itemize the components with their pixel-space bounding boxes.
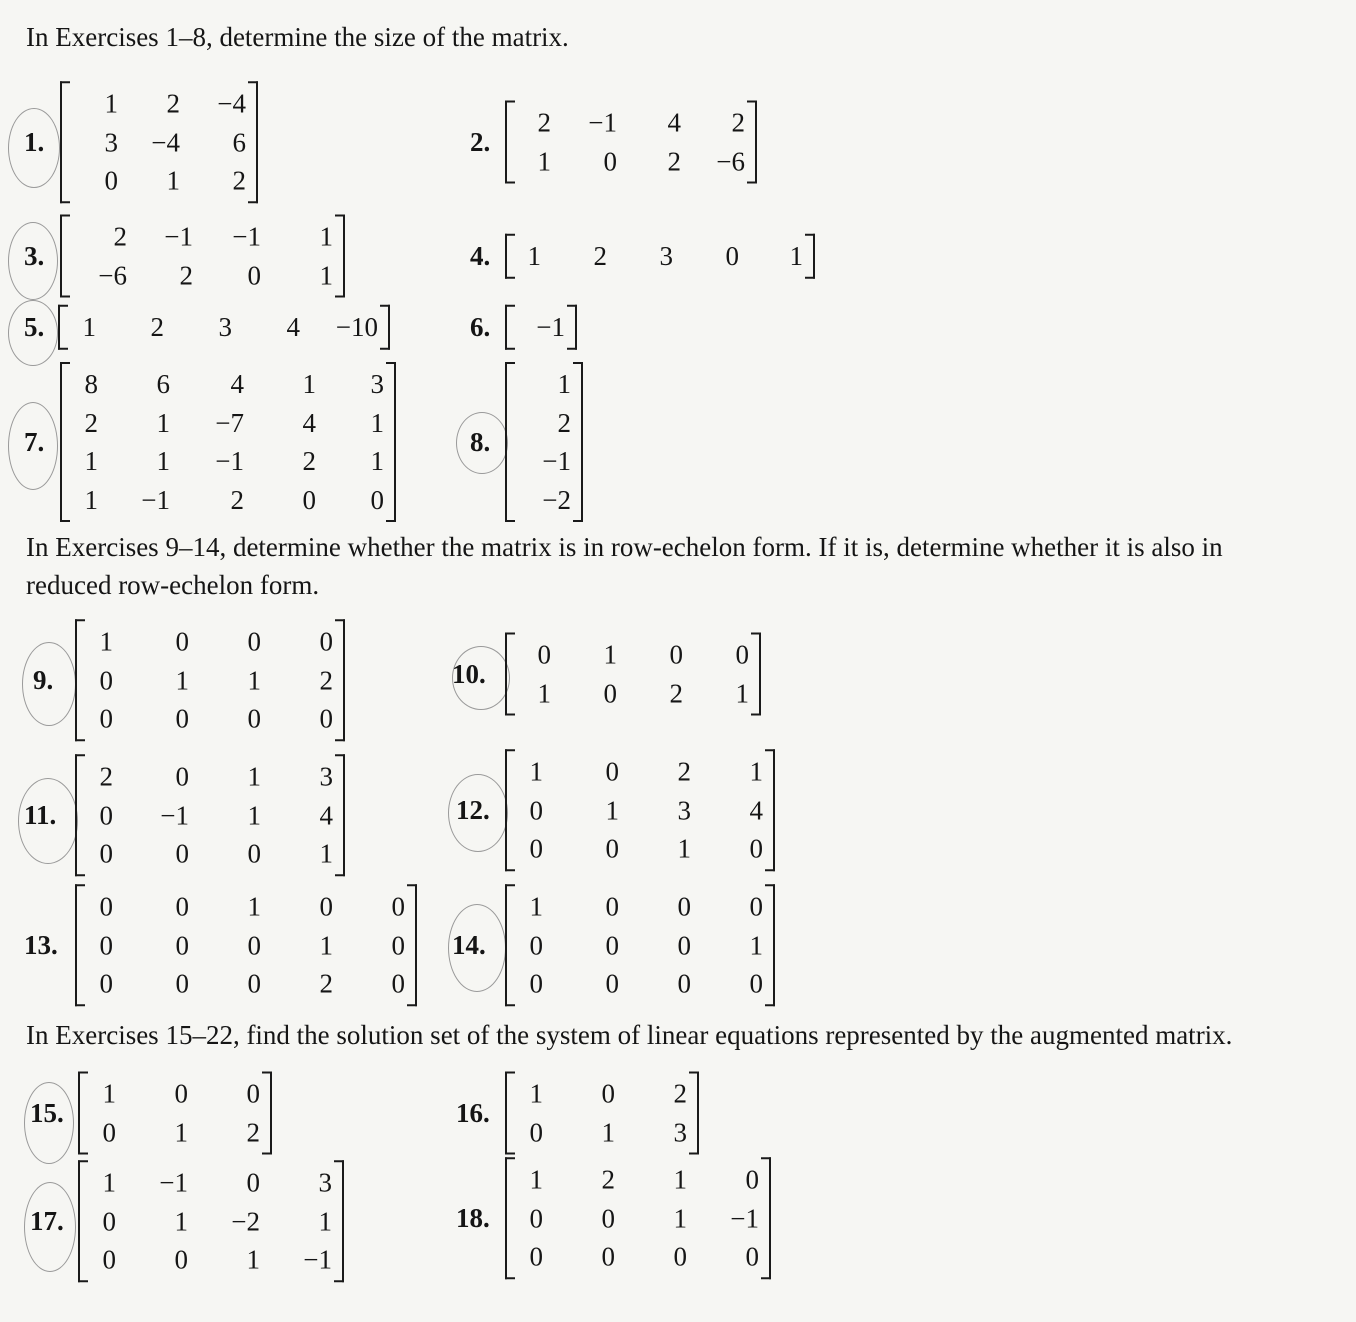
matrix-entry: −1 xyxy=(730,1202,759,1233)
matrix-entry: 0 xyxy=(605,929,619,960)
matrix-entry: 1 xyxy=(537,678,551,708)
matrix-entry: 0 xyxy=(529,1202,543,1233)
right-bracket xyxy=(262,1072,272,1155)
matrix-entry: 2 xyxy=(319,664,333,695)
matrix-entry: 2 xyxy=(179,260,193,290)
matrix-entry: 1 xyxy=(247,799,261,830)
matrix-entries xyxy=(515,362,573,522)
matrix-entry: 0 xyxy=(745,1241,759,1272)
right-bracket xyxy=(761,1157,771,1279)
matrix-entry: −1 xyxy=(303,1244,332,1275)
exercise-number: 18. xyxy=(456,1203,490,1233)
left-bracket xyxy=(78,1160,88,1282)
right-bracket xyxy=(765,884,775,1006)
matrix-entry: 1 xyxy=(246,1244,260,1275)
matrix-entries xyxy=(85,754,335,876)
matrix-entry: 6 xyxy=(156,369,170,399)
matrix-entry: −1 xyxy=(542,446,571,476)
matrix-entry: 0 xyxy=(370,484,384,515)
matrix-entry: 0 xyxy=(749,833,763,864)
matrix-entry: 1 xyxy=(605,794,619,825)
left-bracket xyxy=(60,81,70,203)
matrix-entry: 0 xyxy=(391,929,405,960)
matrix xyxy=(505,884,775,1006)
matrix-entry: 0 xyxy=(247,929,261,960)
exercise-number: 11. xyxy=(24,800,57,830)
matrix xyxy=(60,81,258,203)
matrix-entry: −4 xyxy=(217,88,246,119)
matrix-entry: 1 xyxy=(156,446,170,476)
matrix-entry: 0 xyxy=(605,833,619,864)
matrix-entry: 0 xyxy=(529,833,543,864)
exercise-number: 16. xyxy=(456,1098,490,1128)
matrix-entry: 2 xyxy=(557,407,571,438)
matrix-entry: 4 xyxy=(230,369,244,399)
left-bracket xyxy=(78,1072,88,1155)
matrix xyxy=(505,749,775,871)
matrix-entries xyxy=(515,884,765,1006)
matrix-entry: 1 xyxy=(102,1167,116,1198)
matrix-entry: −1 xyxy=(536,311,565,342)
matrix-entry: 0 xyxy=(247,838,261,869)
matrix-entry: 0 xyxy=(735,639,749,670)
matrix-entry: 0 xyxy=(99,703,113,734)
matrix-entry: 0 xyxy=(175,891,189,922)
matrix-entries xyxy=(85,884,407,1006)
matrix-entry: 0 xyxy=(605,968,619,999)
matrix-entry: 1 xyxy=(677,833,691,864)
matrix-entry: 1 xyxy=(735,678,749,708)
matrix-entry: 2 xyxy=(232,165,246,196)
left-bracket xyxy=(505,1157,515,1279)
matrix-entry: 1 xyxy=(529,1164,543,1195)
matrix-entries xyxy=(70,362,386,522)
matrix-entry: 1 xyxy=(84,446,98,476)
matrix xyxy=(75,619,345,741)
right-bracket xyxy=(573,362,583,522)
right-bracket xyxy=(335,619,345,741)
matrix-entry: 1 xyxy=(174,1205,188,1236)
matrix-entry: 1 xyxy=(319,838,333,869)
matrix-entry: 1 xyxy=(82,311,96,342)
matrix-entry: 0 xyxy=(302,484,316,515)
right-bracket xyxy=(805,234,815,279)
matrix-entries xyxy=(515,234,805,279)
matrix-entry: 3 xyxy=(673,1117,687,1147)
exercise-number: 14. xyxy=(452,930,486,960)
matrix xyxy=(505,305,577,350)
matrix-entry: 0 xyxy=(603,146,617,176)
right-bracket xyxy=(335,215,345,298)
left-bracket xyxy=(505,1072,515,1155)
matrix-entry: 1 xyxy=(302,369,316,399)
matrix-entry: 0 xyxy=(669,639,683,670)
matrix-entry: 0 xyxy=(247,260,261,290)
matrix xyxy=(505,362,583,522)
matrix-entry: 0 xyxy=(749,891,763,922)
matrix-entry: 4 xyxy=(286,311,300,342)
left-bracket xyxy=(505,101,515,184)
matrix-entries xyxy=(85,619,335,741)
matrix-entry: 0 xyxy=(99,968,113,999)
matrix-entry: 2 xyxy=(302,446,316,476)
matrix-entry: 1 xyxy=(603,639,617,670)
matrix xyxy=(505,101,757,184)
matrix-entry: 1 xyxy=(319,929,333,960)
matrix-entry: 2 xyxy=(319,968,333,999)
matrix-entry: −1 xyxy=(232,221,261,252)
left-bracket xyxy=(505,884,515,1006)
matrix-entry: 2 xyxy=(667,146,681,176)
right-bracket xyxy=(380,305,390,350)
matrix-entry: 0 xyxy=(99,838,113,869)
left-bracket xyxy=(505,633,515,716)
exercise-number: 9. xyxy=(33,665,54,695)
matrix-entry: 0 xyxy=(174,1244,188,1275)
matrix-entry: 3 xyxy=(370,369,384,399)
matrix-entry: 3 xyxy=(104,126,118,157)
matrix-entry: 0 xyxy=(175,761,189,792)
matrix-entry: −10 xyxy=(335,311,378,342)
exercise-number: 4. xyxy=(470,241,491,271)
matrix-entry: 1 xyxy=(370,446,384,476)
matrix-entry: 1 xyxy=(370,407,384,438)
matrix-entry: 1 xyxy=(789,240,803,271)
left-bracket xyxy=(60,362,70,522)
matrix-entry: −6 xyxy=(98,260,127,290)
matrix-entry: 0 xyxy=(529,929,543,960)
matrix-entry: 1 xyxy=(537,146,551,176)
matrix-entry: 0 xyxy=(247,703,261,734)
matrix-entries xyxy=(515,1157,761,1279)
matrix-entry: 0 xyxy=(391,891,405,922)
exercise-number: 17. xyxy=(30,1206,64,1236)
matrix xyxy=(78,1160,344,1282)
exercise-number: 5. xyxy=(24,312,45,342)
right-bracket xyxy=(248,81,258,203)
matrix-entry: 0 xyxy=(673,1241,687,1272)
matrix-entry: −7 xyxy=(215,407,244,438)
matrix-entries xyxy=(88,1160,334,1282)
matrix xyxy=(60,362,396,522)
matrix-entry: 1 xyxy=(527,240,541,271)
exercise-number: 8. xyxy=(470,427,491,457)
matrix-entry: 0 xyxy=(529,968,543,999)
right-bracket xyxy=(747,101,757,184)
exercise-number: 3. xyxy=(24,241,45,271)
matrix xyxy=(505,1072,699,1155)
matrix-entry: 0 xyxy=(102,1205,116,1236)
matrix-entry: 8 xyxy=(84,369,98,399)
matrix-entry: 0 xyxy=(601,1078,615,1109)
matrix-entry: 1 xyxy=(99,626,113,657)
matrix-entry: 0 xyxy=(677,968,691,999)
matrix-entry: 1 xyxy=(749,929,763,960)
left-bracket xyxy=(505,234,515,279)
matrix-entry: 4 xyxy=(319,799,333,830)
matrix xyxy=(505,1157,771,1279)
matrix-entry: −1 xyxy=(160,799,189,830)
matrix-entry: 0 xyxy=(529,1241,543,1272)
matrix-entries xyxy=(68,305,380,350)
matrix-entry: 2 xyxy=(669,678,683,708)
left-bracket xyxy=(75,754,85,876)
matrix-entry: −2 xyxy=(231,1205,260,1236)
matrix-entry: 1 xyxy=(175,664,189,695)
matrix xyxy=(505,633,761,716)
matrix-entries xyxy=(88,1072,262,1155)
matrix-entry: 0 xyxy=(677,929,691,960)
left-bracket xyxy=(505,749,515,871)
instructions-exercises-9-14-line2: reduced row-echelon form. xyxy=(26,570,320,600)
matrix-entry: 1 xyxy=(601,1117,615,1147)
left-bracket xyxy=(60,215,70,298)
matrix-entry: 1 xyxy=(166,165,180,196)
matrix-entry: 6 xyxy=(232,126,246,157)
matrix-entry: 0 xyxy=(102,1117,116,1147)
matrix-entries xyxy=(515,101,747,184)
matrix-entry: 0 xyxy=(175,968,189,999)
matrix-entry: −1 xyxy=(159,1167,188,1198)
matrix-entry: 0 xyxy=(605,891,619,922)
matrix-entry: 1 xyxy=(319,221,333,252)
matrix-entry: −1 xyxy=(164,221,193,252)
matrix-entry: 2 xyxy=(673,1078,687,1109)
exercise-number: 6. xyxy=(470,312,491,342)
matrix-entry: 0 xyxy=(246,1078,260,1109)
right-bracket xyxy=(765,749,775,871)
left-bracket xyxy=(505,362,515,522)
matrix-entry: 0 xyxy=(102,1244,116,1275)
matrix-entry: 0 xyxy=(175,838,189,869)
matrix-entry: 0 xyxy=(319,626,333,657)
instructions-exercises-15-22: In Exercises 15–22, find the solution set of the system of linear equations represented by the augmented matrix. xyxy=(26,1020,1233,1050)
matrix-entry: 0 xyxy=(99,799,113,830)
matrix-entry: 1 xyxy=(247,664,261,695)
matrix-entry: 1 xyxy=(174,1117,188,1147)
matrix xyxy=(58,305,390,350)
matrix-entry: 2 xyxy=(677,756,691,787)
matrix-entry: 0 xyxy=(99,664,113,695)
matrix-entry: −6 xyxy=(716,146,745,176)
matrix-entry: −4 xyxy=(151,126,180,157)
matrix-entry: 1 xyxy=(247,761,261,792)
matrix-entry: 3 xyxy=(677,794,691,825)
matrix-entry: 0 xyxy=(104,165,118,196)
matrix-entry: 0 xyxy=(175,703,189,734)
matrix-entry: 2 xyxy=(166,88,180,119)
matrix-entry: 2 xyxy=(246,1117,260,1147)
right-bracket xyxy=(335,754,345,876)
matrix-entry: 0 xyxy=(605,756,619,787)
exercise-number: 15. xyxy=(30,1098,64,1128)
matrix-entry: 0 xyxy=(247,968,261,999)
matrix-entry: 1 xyxy=(529,756,543,787)
right-bracket xyxy=(751,633,761,716)
matrix-entry: 2 xyxy=(150,311,164,342)
matrix-entry: 0 xyxy=(247,626,261,657)
matrix-entry: 3 xyxy=(319,761,333,792)
right-bracket xyxy=(407,884,417,1006)
matrix-entry: 1 xyxy=(318,1205,332,1236)
matrix-entry: 4 xyxy=(302,407,316,438)
matrix-entry: 2 xyxy=(593,240,607,271)
right-bracket xyxy=(334,1160,344,1282)
matrix-entry: 3 xyxy=(218,311,232,342)
matrix-entry: 2 xyxy=(537,107,551,138)
matrix-entry: 0 xyxy=(601,1241,615,1272)
matrix-entry: −1 xyxy=(215,446,244,476)
matrix-entry: −1 xyxy=(588,107,617,138)
matrix-entry: 0 xyxy=(391,968,405,999)
left-bracket xyxy=(75,619,85,741)
matrix-entry: 1 xyxy=(156,407,170,438)
matrix-entry: 0 xyxy=(529,1117,543,1147)
matrix-entries xyxy=(515,633,751,716)
matrix-entry: 3 xyxy=(659,240,673,271)
matrix xyxy=(75,884,417,1006)
right-bracket xyxy=(386,362,396,522)
matrix-entry: 1 xyxy=(557,369,571,399)
matrix-entry: 0 xyxy=(603,678,617,708)
matrix-entry: 1 xyxy=(247,891,261,922)
matrix-entry: 0 xyxy=(529,794,543,825)
matrix-entry: 0 xyxy=(601,1202,615,1233)
matrix-entries xyxy=(70,215,335,298)
matrix-entry: 2 xyxy=(601,1164,615,1195)
instructions-exercises-9-14-line1: In Exercises 9–14, determine whether the matrix is in row-echelon form. If it is, determine whether it is also in xyxy=(26,532,1223,562)
matrix-entries xyxy=(70,81,248,203)
right-bracket xyxy=(689,1072,699,1155)
matrix-entries xyxy=(515,749,765,871)
matrix-entry: 4 xyxy=(749,794,763,825)
left-bracket xyxy=(58,305,68,350)
matrix-entry: 0 xyxy=(537,639,551,670)
matrix-entry: 1 xyxy=(104,88,118,119)
matrix xyxy=(60,215,345,298)
exercise-number: 13. xyxy=(24,930,58,960)
matrix-entry: 0 xyxy=(175,626,189,657)
matrix-entry: 1 xyxy=(749,756,763,787)
exercise-number: 2. xyxy=(470,127,491,157)
matrix-entry: 2 xyxy=(731,107,745,138)
matrix-entry: 2 xyxy=(230,484,244,515)
matrix-entry: 2 xyxy=(113,221,127,252)
matrix-entry: 0 xyxy=(725,240,739,271)
matrix-entry: 2 xyxy=(99,761,113,792)
matrix-entry: 1 xyxy=(529,891,543,922)
exercise-number: 10. xyxy=(452,659,486,689)
matrix-entry: 0 xyxy=(319,891,333,922)
matrix xyxy=(505,234,815,279)
matrix-entry: 4 xyxy=(667,107,681,138)
matrix-entries xyxy=(515,305,567,350)
matrix-entry: 0 xyxy=(745,1164,759,1195)
matrix-entry: 0 xyxy=(175,929,189,960)
left-bracket xyxy=(505,305,515,350)
matrix-entry: 0 xyxy=(99,929,113,960)
matrix-entry: 1 xyxy=(673,1202,687,1233)
matrix-entry: −1 xyxy=(141,484,170,515)
matrix-entry: 0 xyxy=(99,891,113,922)
matrix-entry: 0 xyxy=(174,1078,188,1109)
exercise-number: 1. xyxy=(24,127,45,157)
matrix-entries xyxy=(515,1072,689,1155)
matrix-entry: 0 xyxy=(749,968,763,999)
matrix-entry: 0 xyxy=(319,703,333,734)
matrix-entry: 1 xyxy=(102,1078,116,1109)
instructions-exercises-1-8: In Exercises 1–8, determine the size of the matrix. xyxy=(26,22,569,52)
matrix-entry: 1 xyxy=(529,1078,543,1109)
left-bracket xyxy=(75,884,85,1006)
matrix-entry: 1 xyxy=(84,484,98,515)
exercise-number: 7. xyxy=(24,427,45,457)
matrix xyxy=(75,754,345,876)
matrix-entry: 3 xyxy=(318,1167,332,1198)
right-bracket xyxy=(567,305,577,350)
exercise-number: 12. xyxy=(456,795,490,825)
matrix-entry: 0 xyxy=(246,1167,260,1198)
matrix-entry: −2 xyxy=(542,484,571,515)
matrix-entry: 1 xyxy=(319,260,333,290)
matrix-entry: 1 xyxy=(673,1164,687,1195)
matrix-entry: 2 xyxy=(84,407,98,438)
matrix xyxy=(78,1072,272,1155)
matrix-entry: 0 xyxy=(677,891,691,922)
